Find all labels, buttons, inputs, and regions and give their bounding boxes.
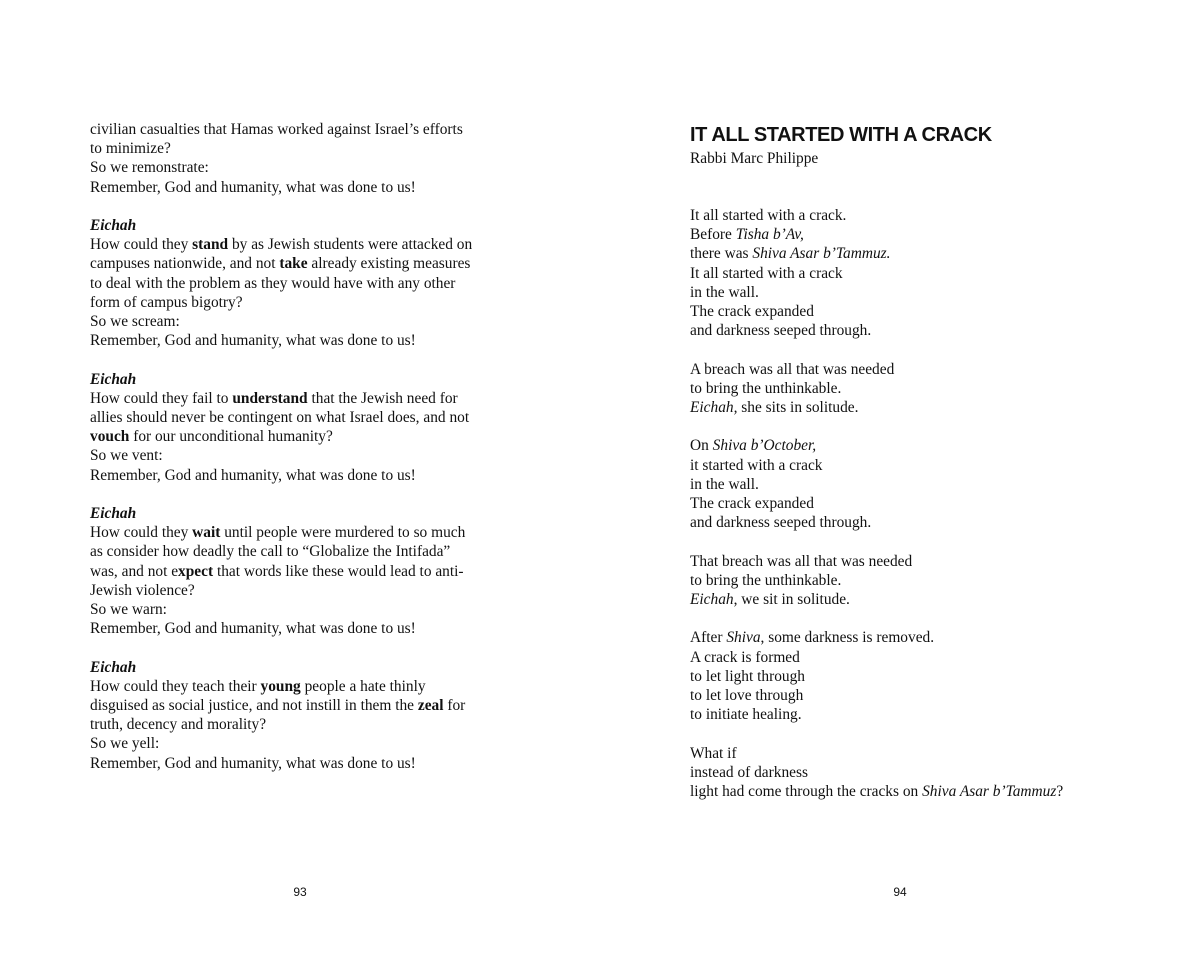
text-line	[690, 225, 1130, 244]
text-run: Jewish violence?	[90, 581, 195, 599]
italic-phrase: Shiva Asar b’Tammuz	[922, 783, 1057, 801]
text-run: people a hate thinly	[300, 677, 426, 695]
section-heading-eichah: Eichah	[90, 370, 137, 388]
text-line	[90, 677, 520, 696]
text-run: Remember, God and humanity, what was done to us!	[90, 466, 416, 484]
text-line	[90, 696, 520, 715]
stanza-gap	[690, 532, 1130, 551]
text-run: How could they fail to	[90, 389, 233, 407]
text-line	[90, 619, 520, 638]
text-line	[690, 244, 1130, 263]
text-run: in the wall.	[690, 283, 759, 301]
italic-phrase: Shiva b’October,	[712, 437, 817, 455]
text-run: It all started with a crack.	[690, 207, 847, 224]
stanza-gap	[90, 350, 520, 369]
text-line	[690, 628, 1130, 647]
text-line	[690, 648, 1130, 667]
text-run: to bring the unthinkable.	[690, 379, 842, 397]
stanza-gap	[90, 485, 520, 504]
text-line	[90, 331, 520, 350]
text-run: So we remonstrate:	[90, 159, 209, 177]
text-run: disguised as social justice, and not instill in them the	[90, 697, 418, 715]
stanza-gap	[690, 417, 1130, 436]
text-run: as consider how deadly the call to “Globalize the Intifada”	[90, 543, 451, 561]
text-run: to bring the unthinkable.	[690, 571, 842, 589]
text-line	[90, 734, 520, 753]
text-line	[90, 466, 520, 485]
section-heading-eichah: Eichah	[90, 217, 137, 234]
text-line	[90, 658, 520, 677]
text-run: What if	[690, 744, 737, 762]
text-line	[690, 283, 1130, 302]
italic-phrase: Eichah	[690, 591, 734, 609]
text-run: So we vent:	[90, 447, 163, 465]
text-line	[690, 667, 1130, 686]
poem-author: Rabbi Marc Philippe	[690, 150, 819, 167]
emphasized-word: young	[260, 677, 301, 695]
emphasized-word: stand	[192, 236, 229, 254]
text-line	[90, 715, 520, 734]
text-run: for	[443, 697, 466, 715]
text-run: truth, decency and morality?	[90, 716, 267, 734]
italic-phrase: Tisha b’Av,	[735, 226, 804, 244]
poem-text	[690, 206, 1130, 801]
text-run: It all started with a crack	[690, 264, 843, 282]
section-heading-eichah: Eichah	[90, 505, 137, 523]
text-run: form of campus bigotry?	[90, 293, 243, 311]
text-line	[690, 436, 1130, 455]
text-run: The crack expanded	[690, 303, 814, 321]
text-line	[690, 590, 1130, 609]
text-line	[690, 494, 1130, 513]
text-line	[690, 782, 1130, 801]
text-run: she sits in solitude.	[737, 399, 859, 417]
left-page-text	[90, 120, 520, 773]
text-line	[90, 542, 520, 561]
text-line	[90, 446, 520, 465]
text-run: A crack is formed	[690, 648, 800, 666]
text-line	[90, 600, 520, 619]
text-line	[690, 398, 1130, 417]
text-line	[690, 686, 1130, 705]
text-line	[90, 754, 520, 773]
text-run: So we scream:	[90, 313, 180, 331]
text-line	[690, 379, 1130, 398]
text-run: Remember, God and humanity, what was done to us!	[90, 620, 416, 638]
stanza-gap	[90, 638, 520, 657]
text-line	[90, 235, 520, 254]
text-line	[690, 206, 1130, 225]
section-heading-eichah: Eichah	[90, 658, 137, 676]
text-line	[690, 571, 1130, 590]
text-run: that the Jewish need for	[307, 389, 458, 407]
text-run: civilian casualties that Hamas worked against Israel’s efforts	[90, 121, 463, 138]
emphasized-word: xpect	[178, 562, 214, 580]
text-run: that words like these would lead to anti-	[213, 562, 464, 580]
text-line	[90, 178, 520, 197]
text-run: there was	[690, 245, 753, 263]
text-run: allies should never be contingent on what Israel does, and not	[90, 409, 470, 427]
text-line	[90, 504, 520, 523]
text-line	[690, 360, 1130, 379]
italic-phrase: Eichah,	[690, 399, 738, 417]
text-run: Before	[690, 226, 736, 244]
text-line	[90, 120, 520, 139]
text-line	[90, 427, 520, 446]
text-run: to deal with the problem as they would have with any other	[90, 274, 456, 292]
text-run: How could they teach their	[90, 677, 261, 695]
text-run: How could they	[90, 524, 193, 542]
text-line	[90, 139, 520, 158]
text-run: and darkness seeped through.	[690, 322, 872, 340]
text-run: until people were murdered to so much	[220, 524, 466, 542]
text-line	[690, 763, 1130, 782]
text-line	[90, 254, 520, 273]
text-run: A breach was all that was needed	[690, 360, 895, 378]
text-run: Remember, God and humanity, what was done to us!	[90, 332, 416, 350]
italic-phrase: Shiva	[726, 629, 761, 647]
text-line	[690, 264, 1130, 283]
text-run: was, and not e	[90, 562, 179, 580]
text-run: So we warn:	[90, 601, 167, 619]
emphasized-word: vouch	[90, 428, 130, 446]
text-line	[690, 456, 1130, 475]
text-run: The crack expanded	[690, 495, 814, 513]
text-run: to initiate healing.	[690, 706, 802, 724]
text-line	[90, 408, 520, 427]
text-run: Remember, God and humanity, what was done to us!	[90, 754, 416, 772]
text-run: That breach was all that was needed	[690, 552, 913, 570]
text-run: to minimize?	[90, 140, 171, 158]
text-line	[690, 705, 1130, 724]
text-run: for our unconditional humanity?	[129, 428, 333, 446]
right-page	[600, 0, 1200, 960]
stanza-gap	[690, 340, 1130, 359]
text-line	[690, 475, 1130, 494]
text-line	[90, 293, 520, 312]
stanza-gap	[690, 724, 1130, 743]
text-line	[90, 581, 520, 600]
text-run: campuses nationwide, and not	[90, 255, 280, 273]
emphasized-word: understand	[232, 389, 308, 407]
text-run: already existing measures	[307, 255, 471, 273]
text-run: light had come through the cracks on	[690, 783, 923, 801]
text-run: to let love through	[690, 687, 804, 705]
text-run: ?	[1056, 783, 1064, 801]
text-line	[690, 321, 1130, 340]
text-line	[690, 552, 1130, 571]
text-run: and darkness seeped through.	[690, 514, 872, 532]
text-line	[690, 513, 1130, 532]
text-run: by as Jewish students were attacked on	[228, 236, 473, 254]
text-run: in the wall.	[690, 475, 759, 493]
text-run: , some darkness is removed.	[760, 629, 935, 647]
text-run: After	[690, 629, 727, 647]
poem-title: IT ALL STARTED WITH A CRACK	[690, 124, 992, 146]
text-run: Remember, God and humanity, what was done to us!	[90, 178, 416, 196]
emphasized-word: zeal	[417, 697, 444, 715]
page-number-right: 94	[893, 885, 907, 899]
text-line	[90, 523, 520, 542]
text-run: instead of darkness	[690, 763, 808, 781]
stanza-gap	[690, 609, 1130, 628]
text-line	[90, 158, 520, 177]
text-line	[90, 370, 520, 389]
text-line	[90, 312, 520, 331]
text-run: to let light through	[690, 667, 805, 685]
text-line	[90, 389, 520, 408]
text-line	[90, 274, 520, 293]
text-line	[690, 744, 1130, 763]
emphasized-word: take	[279, 255, 308, 273]
text-run: How could they	[90, 236, 193, 254]
text-run: it started with a crack	[690, 456, 823, 474]
text-run: So we yell:	[90, 735, 160, 753]
text-line	[690, 302, 1130, 321]
emphasized-word: wait	[192, 524, 221, 542]
text-line	[90, 562, 520, 581]
text-run: , we sit in solitude.	[733, 591, 850, 609]
italic-phrase: Shiva Asar b’Tammuz.	[752, 245, 891, 263]
page-number-left: 93	[293, 885, 307, 899]
text-run: On	[690, 437, 713, 455]
stanza-gap	[90, 197, 520, 216]
text-line	[90, 216, 520, 235]
